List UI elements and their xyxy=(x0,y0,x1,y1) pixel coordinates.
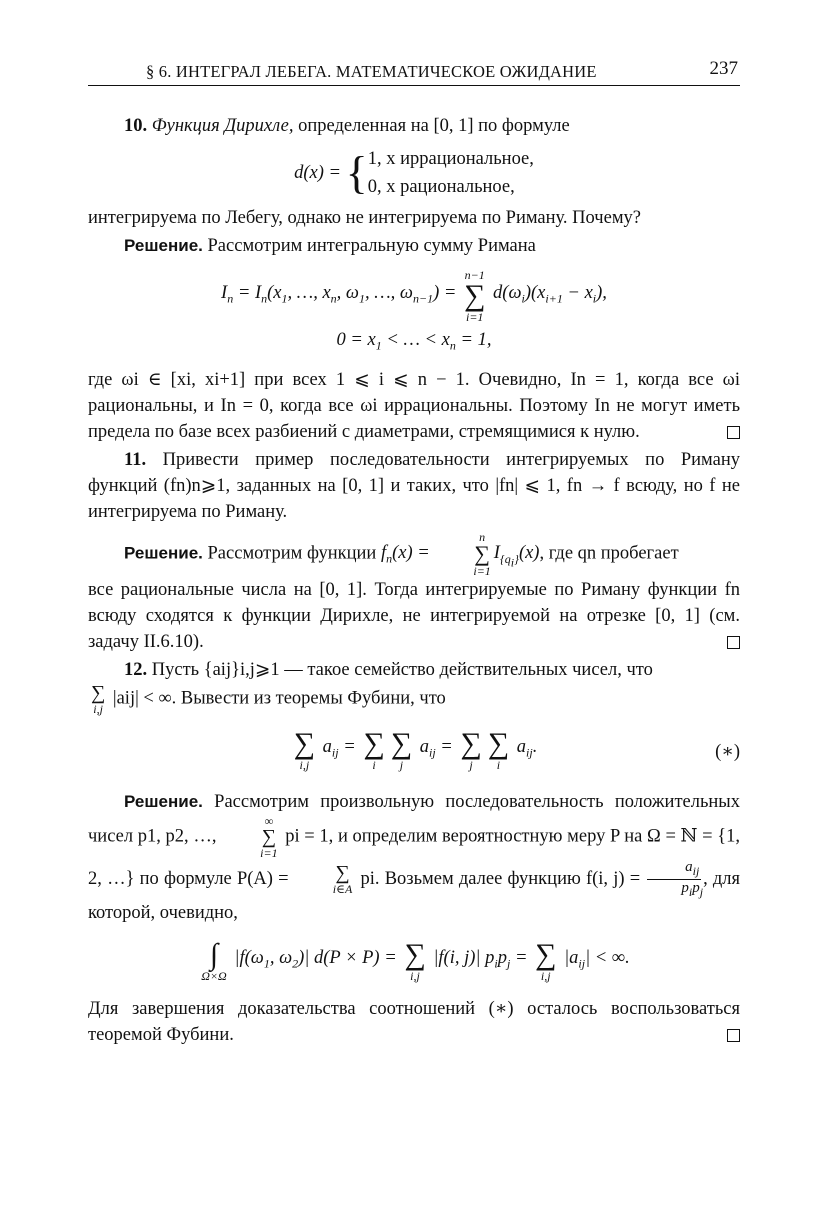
solution-12-text-d: , для которой, очевидно, xyxy=(88,868,741,923)
problem-10-text: определенная на [0, 1] по формуле xyxy=(293,116,570,136)
problem-12 xyxy=(88,657,740,683)
page xyxy=(88,55,740,1048)
problem-12-text-a: Пусть {aij}i,j⩾1 — такое семейство действительных чисел, что xyxy=(151,659,653,680)
problem-11-number: 11. xyxy=(124,449,147,470)
solution-12-text-b: pi = 1, и определим вероятностную меру P на Ω = ℕ = {1, 2, …} по формуле P(A) = xyxy=(88,825,740,889)
problem-10-question: интегрируема по Лебегу, однако не интегрируема по Риману. Почему? xyxy=(88,208,641,228)
solution-10-intro xyxy=(88,233,740,259)
solution-11-body: все рациональные числа на [0, 1]. Тогда интегрируемые по Риману функции fn всюду сходятся к функции Дирихле, не интегрируемой на отрезке [0, 1] (см. задачу II.6.10). xyxy=(88,579,740,652)
qed-square-icon xyxy=(727,636,740,649)
qed-square-icon xyxy=(727,426,740,439)
solution-12-text-c: pi. Возьмем далее функцию f(i, j) = xyxy=(360,868,641,889)
solution-12-label: Решение. xyxy=(124,791,203,811)
problem-12-number: 12. xyxy=(124,659,148,680)
fubini-series-formula: ∑ i,j $a_{ij}$ = ∑ i ∑ j $a_{ij}$ = ∑ j ∑ i $a_{ij}$. (∗) xyxy=(293,726,740,772)
solution-11-intro: Решение. Рассмотрим функции $f_n(x)$ = n ∑ i=1 $I_{\{q_i\}}(x)$, где qn пробегает xyxy=(124,529,679,578)
problem-12-cont: ∑ i,j |aij| < ∞. Вывести из теоремы Фубини, что xyxy=(91,681,446,716)
qed-square-icon xyxy=(727,1029,740,1042)
final-paragraph xyxy=(88,996,740,1048)
page-number: 237 xyxy=(709,58,738,79)
problem-10-term: Функция Дирихле, xyxy=(151,116,294,136)
solution-10-body: где ωi ∈ [xi, xi+1] при всех 1 ⩽ i ⩽ n − 1. Очевидно, In = 1, когда все ωi рациональны, и In = 0, когда все ωi иррациональны. Поэтому In не могут иметь предела по базе всех разбиений с диаметрами, стремящимися к нулю. xyxy=(88,369,740,442)
solution-10-label: Решение. xyxy=(124,236,203,255)
equation-tag: (∗) xyxy=(715,741,740,762)
partition-formula: $0 = x_1$ < … < $x_n = 1$, xyxy=(336,330,492,353)
final-text: Для завершения доказательства соотношений (∗) осталось воспользоваться теоремой Фубини. xyxy=(88,998,740,1045)
solution-10-intro-text: Рассмотрим интегральную сумму Римана xyxy=(207,236,536,256)
solution-10-text xyxy=(88,367,740,445)
solution-11-text xyxy=(88,577,740,655)
solution-12-text-a: Рассмотрим произвольную последовательность положительных чисел p1, p2, …, xyxy=(88,791,740,846)
running-header xyxy=(88,55,740,86)
solution-12: Решение. Рассмотрим произвольную последовательность положительных чисел p1, p2, …, ∞ ∑ i=1 pi = 1, и определим вероятностную меру P на Ω = ℕ = {1, 2, …} по формуле P(A) = ∑ i∈A pi. Возьмем далее функцию f(i, j) = $\frac{a_{ij}}{p_ip_j}$ , для которой, очевидно, xyxy=(88,791,741,923)
solution-11-text-a: Рассмотрим функции xyxy=(207,542,377,563)
solution-11-text-b: , где qn пробегает xyxy=(539,542,679,563)
dirichlet-case-2: 0, x рациональное, xyxy=(367,177,515,197)
riemann-sum-formula: $I_n = I_n(x_1$, …, $x_n$, $\omega_1$, …, $\omega_{n-1}$) = n−1 ∑ i=1 $d(\omega_i)(x_{i+1} - x_i)$, xyxy=(221,268,607,324)
problem-10-number: 10. xyxy=(124,116,148,136)
solution-11-label: Решение. xyxy=(124,542,203,562)
problem-12-text-b: |aij| < ∞. Вывести из теоремы Фубини, что xyxy=(112,687,446,708)
problem-11-text: Привести пример последовательности интегрируемых по Риману функций (fn)n⩾1, заданных на [0, 1] и таких, что |fn| ⩽ 1, fn → f всюду, но f не интегрируема по Риману. xyxy=(88,449,740,522)
header-title: § 6. ИНТЕГРАЛ ЛЕБЕГА. МАТЕМАТИЧЕСКОЕ ОЖИДАНИЕ xyxy=(146,62,597,81)
problem-10 xyxy=(88,113,740,139)
fubini-integral-formula: ∫ Ω×Ω $|f(\omega_1$, $\omega_2)|$ d(P × P) = ∑ i,j |f(i, j)| $p_ip_j$ = ∑ i,j $|a_{ij}|$ < ∞. xyxy=(201,937,630,983)
problem-11 xyxy=(88,447,740,525)
dirichlet-formula: d(x) = {1, x иррациональное, 0, x рациональное, xyxy=(294,147,534,198)
dirichlet-case-1: 1, x иррациональное, xyxy=(367,149,534,169)
